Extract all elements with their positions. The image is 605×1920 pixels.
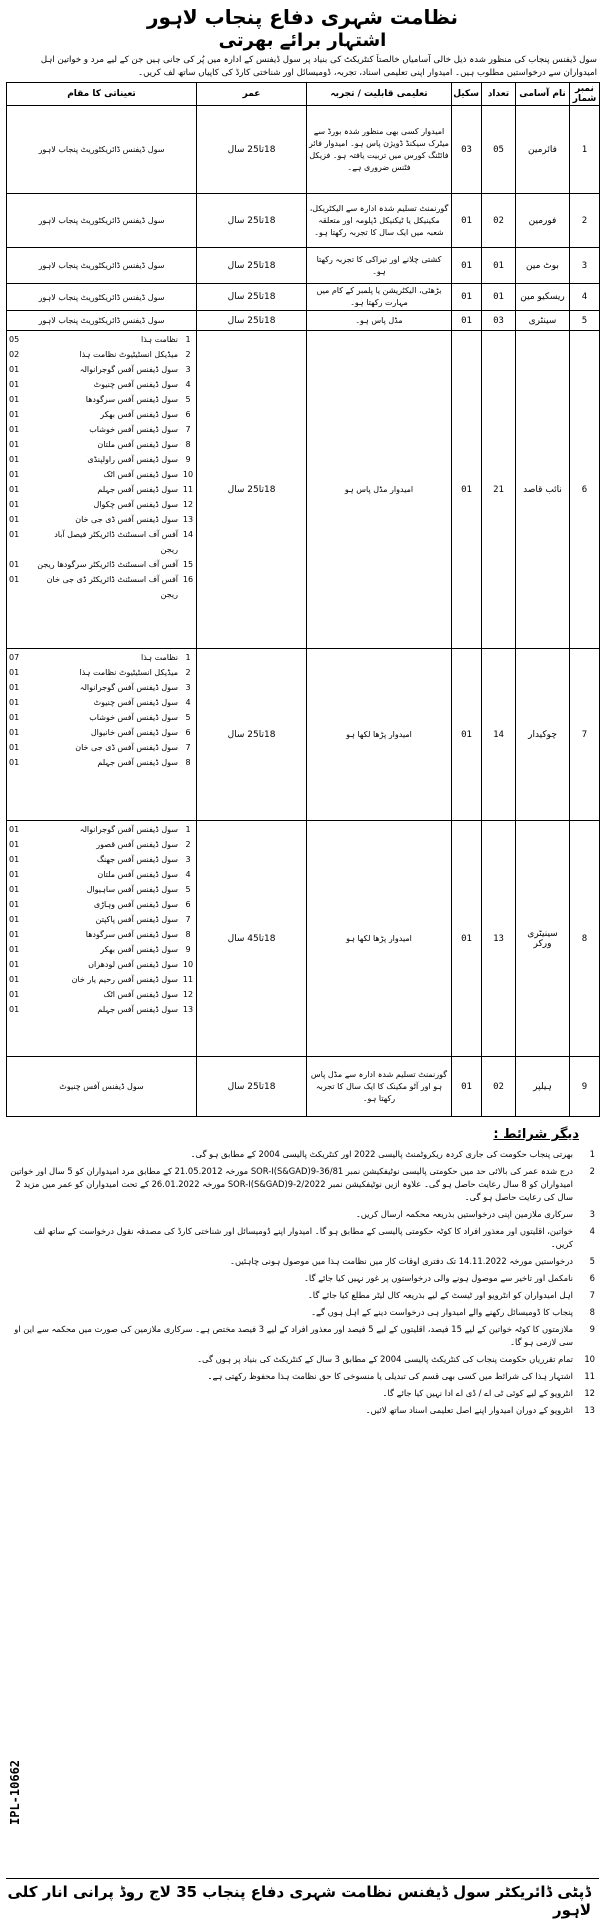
list-item [9, 897, 194, 912]
list-item [9, 377, 194, 392]
office-name: سول ڈیفنس آفس چنیوٹ [93, 698, 178, 707]
cell-age: 18تا25 سال [197, 284, 307, 311]
header-age: عمر [197, 83, 307, 106]
condition-text: انٹرویو کے لیے کوئی ٹی اے / ڈی اے ادا نہیں کیا جائے گا۔ [382, 1388, 573, 1398]
office-number: 5 [185, 395, 191, 404]
office-number: 13 [182, 515, 194, 524]
list-item [10, 1289, 595, 1302]
list-item [9, 392, 194, 407]
office-quota: 01 [9, 425, 20, 434]
office-name: سول ڈیفنس آفس اٹک [103, 990, 178, 999]
office-quota: 01 [9, 530, 20, 539]
office-quota: 02 [9, 350, 20, 359]
condition-text: ملازمتوں کا کوٹہ خواتین کے لیے 15 فیصد، اقلیتوں کے لیے 5 فیصد اور معذور افراد کے لیے 3 فیصد مختص ہے۔ سرکاری ملازمین کی صورت میں محکمہ سے این او سی لازمی ہو گا۔ [14, 1324, 573, 1347]
condition-text: پنجاب کا ڈومیسائل رکھنے والے امیدوار ہی درخواست دینے کے اہل ہوں گے۔ [311, 1307, 573, 1317]
list-item [9, 957, 194, 972]
office-quota: 01 [9, 560, 20, 569]
list-item [9, 362, 194, 377]
office-name: نظامت ہذا [140, 335, 178, 344]
office-number: 12 [182, 990, 194, 999]
list-item [9, 710, 194, 725]
office-quota: 01 [9, 975, 20, 984]
cell-post: فائرمین [516, 106, 570, 194]
office-quota: 01 [9, 470, 20, 479]
condition-number: 11 [584, 1371, 595, 1381]
cell-age: 18تا25 سال [197, 1057, 307, 1117]
office-number: 8 [185, 758, 191, 767]
cell-qualification: کشتی چلانے اور تیراکی کا تجربہ رکھتا ہو۔ [307, 248, 452, 284]
office-number: 2 [185, 840, 191, 849]
office-name: سول ڈیفنس آفس بھکر [100, 945, 178, 954]
office-name: سول ڈیفنس آفس ڈی جی خان [75, 743, 178, 752]
office-number: 6 [185, 410, 191, 419]
header-place: تعیناتی کا مقام [7, 83, 197, 106]
office-quota: 01 [9, 960, 20, 969]
office-number: 2 [185, 350, 191, 359]
cell-count: 05 [482, 106, 516, 194]
office-quota: 01 [9, 840, 20, 849]
cell-qualification: امیدوار کسی بھی منظور شدہ بورڈ سے میٹرک سیکنڈ ڈویژن پاس ہو۔ امیدوار فائر فائٹنگ کورس میں تربیت یافتہ ہو۔ فزیکل فٹنس ضروری ہے۔ [307, 106, 452, 194]
office-number: 11 [182, 975, 194, 984]
cell-place [7, 649, 197, 821]
list-item [9, 1002, 194, 1017]
office-name: سول ڈیفنس آفس گوجرانوالہ [79, 825, 178, 834]
list-item [10, 1323, 595, 1349]
office-list [9, 332, 194, 602]
header-post: نام آسامی [516, 83, 570, 106]
cell-age: 18تا25 سال [197, 248, 307, 284]
condition-text: اشتہار ہذا کی شرائط میں کسی بھی قسم کی تبدیلی یا منسوخی کا حق نظامت ہذا محفوظ رکھتی ہے۔ [207, 1371, 573, 1381]
office-list [9, 822, 194, 1017]
list-item [10, 1306, 595, 1319]
condition-text: بھرتی پنجاب حکومت کی جاری کردہ ریکروٹمنٹ پالیسی 2022 اور کنٹریکٹ پالیسی 2004 کے مطابق ہو گی۔ [190, 1149, 573, 1159]
office-number: 7 [185, 425, 191, 434]
office-quota: 01 [9, 410, 20, 419]
office-name: میڈیکل انسٹیٹیوٹ نظامت ہذا [79, 350, 178, 359]
office-name: سول ڈیفنس آفس رحیم یار خان [71, 975, 178, 984]
header-sr: نمبر شمار [570, 83, 600, 106]
condition-text: اہل امیدواران کو انٹرویو اور ٹیسٹ کے لیے بذریعہ کال لیٹر مطلع کیا جائے گا۔ [307, 1290, 573, 1300]
condition-text: سرکاری ملازمین اپنی درخواستیں بذریعہ محکمہ ارسال کریں۔ [355, 1209, 573, 1219]
office-number: 4 [185, 698, 191, 707]
list-item [9, 912, 194, 927]
office-number: 16 [182, 575, 194, 584]
office-number: 1 [185, 335, 191, 344]
office-quota: 01 [9, 440, 20, 449]
cell-scale: 01 [452, 248, 482, 284]
office-number: 3 [185, 855, 191, 864]
list-item [9, 557, 194, 572]
list-item [9, 527, 194, 557]
condition-text: درج شدہ عمر کی بالائی حد میں حکومتی پالیسی نوٹیفکیشن نمبر SOR-I(S&GAD)9-36/81 مورخہ 21.05.2012 کے مطابق مرد امیدواران کو 5 سال اور خواتین امیدواران کو 8 سال رعایت حاصل ہو گی۔ علاوہ ازیں نوٹیفکیشن نمبر SOR-I(S&GAD)9-2/2022 مورخہ 26.01.2022 کے تحت امیدواران کو عمر میں مزید 2 سال کی رعایت حاصل ہو گی۔ [10, 1166, 573, 1202]
cell-place: سول ڈیفنس ڈائریکٹوریٹ پنجاب لاہور [7, 284, 197, 311]
table-row [7, 194, 600, 248]
list-item [9, 512, 194, 527]
office-name: سول ڈیفنس آفس پاکپتن [95, 915, 178, 924]
ipl-code: IPL-10662 [8, 1759, 22, 1825]
cell-age: 18تا25 سال [197, 194, 307, 248]
cell-scale: 01 [452, 284, 482, 311]
office-quota: 01 [9, 915, 20, 924]
table-row [7, 821, 600, 1057]
condition-text: تمام تقرریاں حکومت پنجاب کی کنٹریکٹ پالیسی 2004 کے مطابق 3 سال کے کنٹریکٹ کی بنیاد پر ہوں گی۔ [197, 1354, 573, 1364]
office-quota: 01 [9, 870, 20, 879]
list-item [10, 1225, 595, 1251]
office-number: 9 [185, 455, 191, 464]
cell-qualification: گورنمنٹ تسلیم شدہ ادارہ سے مڈل پاس ہو اور آٹو مکینک کا ایک سال کا تجربہ رکھتا ہو۔ [307, 1057, 452, 1117]
cell-sr: 9 [570, 1057, 600, 1117]
list-item [9, 452, 194, 467]
list-item [9, 650, 194, 665]
office-name: سول ڈیفنس آفس اٹک [103, 470, 178, 479]
condition-number: 4 [589, 1226, 595, 1236]
office-quota: 01 [9, 930, 20, 939]
cell-post: نائب قاصد [516, 331, 570, 649]
office-quota: 01 [9, 713, 20, 722]
office-name: سول ڈیفنس آفس گوجرانوالہ [79, 683, 178, 692]
cell-age: 18تا25 سال [197, 106, 307, 194]
cell-post: بوٹ مین [516, 248, 570, 284]
condition-number: 10 [584, 1354, 595, 1364]
office-number: 13 [182, 1005, 194, 1014]
condition-text: انٹرویو کے دوران امیدوار اپنے اصل تعلیمی اسناد ساتھ لائیں۔ [365, 1405, 573, 1415]
list-item [9, 755, 194, 770]
office-name: سول ڈیفنس آفس لودھراں [88, 960, 178, 969]
cell-count: 13 [482, 821, 516, 1057]
conditions-list [6, 1148, 599, 1417]
list-item [9, 665, 194, 680]
condition-text: درخواستیں مورخہ 14.11.2022 تک دفتری اوقات کار میں نظامت ہذا میں موصول ہونی چاہئیں۔ [230, 1256, 573, 1266]
office-name: سول ڈیفنس آفس جہلم [97, 758, 178, 767]
cell-scale: 01 [452, 1057, 482, 1117]
office-name: سول ڈیفنس آفس چنیوٹ [93, 380, 178, 389]
office-number: 1 [185, 653, 191, 662]
office-number: 5 [185, 885, 191, 894]
office-name: سول ڈیفنس آفس وہاڑی [93, 900, 178, 909]
office-number: 1 [185, 825, 191, 834]
list-item [9, 837, 194, 852]
condition-number: 6 [589, 1273, 595, 1283]
office-quota: 01 [9, 855, 20, 864]
office-quota: 01 [9, 945, 20, 954]
office-name: سول ڈیفنس آفس چکوال [93, 500, 178, 509]
cell-count: 01 [482, 284, 516, 311]
list-item [9, 572, 194, 602]
office-quota: 01 [9, 743, 20, 752]
list-item [9, 347, 194, 362]
cell-post: ہیلپر [516, 1057, 570, 1117]
office-number: 8 [185, 440, 191, 449]
cell-place: سول ڈیفنس ڈائریکٹوریٹ پنجاب لاہور [7, 194, 197, 248]
office-name: آفس آف اسسٹنٹ ڈائریکٹر فیصل آباد ریجن [54, 530, 178, 554]
office-name: سول ڈیفنس آفس جھنگ [96, 855, 178, 864]
office-number: 7 [185, 743, 191, 752]
table-header-row [7, 83, 600, 106]
cell-sr: 2 [570, 194, 600, 248]
list-item [10, 1387, 595, 1400]
cell-post: سینیٹری ورکر [516, 821, 570, 1057]
office-name: میڈیکل انسٹیٹیوٹ نظامت ہذا [79, 668, 178, 677]
list-item [10, 1148, 595, 1161]
cell-age: 18تا25 سال [197, 649, 307, 821]
office-quota: 01 [9, 380, 20, 389]
office-number: 7 [185, 915, 191, 924]
cell-scale: 01 [452, 311, 482, 331]
office-number: 12 [182, 500, 194, 509]
office-quota: 01 [9, 500, 20, 509]
list-item [10, 1370, 595, 1383]
office-name: سول ڈیفنس آفس ملتان [97, 870, 178, 879]
list-item [10, 1272, 595, 1285]
office-number: 2 [185, 668, 191, 677]
office-number: 4 [185, 380, 191, 389]
cell-count: 21 [482, 331, 516, 649]
office-name: سول ڈیفنس آفس جہلم [97, 485, 178, 494]
office-name: سول ڈیفنس آفس راولپنڈی [87, 455, 178, 464]
office-name: سول ڈیفنس آفس ملتان [97, 440, 178, 449]
header-scale: سکیل [452, 83, 482, 106]
cell-qualification: امیدوار پڑھا لکھا ہو [307, 821, 452, 1057]
office-quota: 07 [9, 653, 20, 662]
list-item [9, 680, 194, 695]
jobs-table [6, 82, 600, 1117]
cell-qualification: امیدوار پڑھا لکھا ہو [307, 649, 452, 821]
office-number: 9 [185, 945, 191, 954]
table-row [7, 248, 600, 284]
table-row [7, 649, 600, 821]
list-item [10, 1353, 595, 1366]
office-number: 5 [185, 713, 191, 722]
office-quota: 01 [9, 698, 20, 707]
list-item [9, 422, 194, 437]
cell-count: 02 [482, 194, 516, 248]
cell-qualification: مڈل پاس ہو۔ [307, 311, 452, 331]
office-quota: 01 [9, 365, 20, 374]
cell-sr: 5 [570, 311, 600, 331]
office-number: 3 [185, 365, 191, 374]
office-number: 8 [185, 930, 191, 939]
office-quota: 01 [9, 885, 20, 894]
cell-place [7, 821, 197, 1057]
cell-sr: 1 [570, 106, 600, 194]
cell-sr: 8 [570, 821, 600, 1057]
office-number: 14 [182, 530, 194, 539]
cell-scale: 01 [452, 194, 482, 248]
list-item [9, 822, 194, 837]
cell-post: چوکیدار [516, 649, 570, 821]
list-item [9, 867, 194, 882]
office-name: سول ڈیفنس آفس جہلم [97, 1005, 178, 1014]
office-quota: 01 [9, 455, 20, 464]
header-count: تعداد [482, 83, 516, 106]
office-number: 6 [185, 728, 191, 737]
cell-qualification: امیدوار مڈل پاس ہو [307, 331, 452, 649]
cell-scale: 01 [452, 649, 482, 821]
cell-count: 02 [482, 1057, 516, 1117]
page-title: نظامت شہری دفاع پنجاب لاہور [147, 5, 458, 29]
condition-number: 1 [589, 1149, 595, 1159]
cell-scale: 03 [452, 106, 482, 194]
office-quota: 01 [9, 900, 20, 909]
conditions-heading: دیگر شرائط : [493, 1127, 579, 1142]
list-item [9, 987, 194, 1002]
list-item [9, 695, 194, 710]
cell-qualification: گورنمنٹ تسلیم شدہ ادارہ سے الیکٹریکل، مکینیکل یا ٹیکنیکل ڈپلومہ اور متعلقہ شعبہ میں ایک سال کا تجربہ رکھتا ہو۔ [307, 194, 452, 248]
cell-sr: 3 [570, 248, 600, 284]
office-number: 10 [182, 470, 194, 479]
office-name: سول ڈیفنس آفس ساہیوال [86, 885, 178, 894]
office-number: 3 [185, 683, 191, 692]
office-quota: 01 [9, 395, 20, 404]
office-name: سول ڈیفنس آفس گوجرانوالہ [79, 365, 178, 374]
cell-place: سول ڈیفنس ڈائریکٹوریٹ پنجاب لاہور [7, 311, 197, 331]
condition-number: 2 [589, 1166, 595, 1176]
list-item [10, 1255, 595, 1268]
cell-post: فورمین [516, 194, 570, 248]
condition-number: 5 [589, 1256, 595, 1266]
condition-text: نامکمل اور تاخیر سے موصول ہونے والی درخواستوں پر غور نہیں کیا جائے گا۔ [304, 1273, 573, 1283]
office-name: سول ڈیفنس آفس خوشاب [89, 425, 178, 434]
office-name: سول ڈیفنس آفس بھکر [100, 410, 178, 419]
office-number: 15 [182, 560, 194, 569]
list-item [9, 332, 194, 347]
cell-post: سینٹری [516, 311, 570, 331]
cell-age: 18تا25 سال [197, 311, 307, 331]
cell-place [7, 331, 197, 649]
office-quota: 01 [9, 758, 20, 767]
office-quota: 01 [9, 485, 20, 494]
list-item [9, 437, 194, 452]
list-item [10, 1404, 595, 1417]
list-item [9, 407, 194, 422]
table-row [7, 1057, 600, 1117]
office-quota: 01 [9, 825, 20, 834]
office-name: سول ڈیفنس آفس سرگودھا [85, 395, 178, 404]
cell-place: سول ڈیفنس ڈائریکٹوریٹ پنجاب لاہور [7, 248, 197, 284]
condition-number: 3 [589, 1209, 595, 1219]
table-row [7, 106, 600, 194]
office-quota: 05 [9, 335, 20, 344]
cell-scale: 01 [452, 821, 482, 1057]
office-name: سول ڈیفنس آفس سرگودھا [85, 930, 178, 939]
condition-number: 7 [589, 1290, 595, 1300]
office-number: 6 [185, 900, 191, 909]
cell-sr: 7 [570, 649, 600, 821]
intro-text: سول ڈیفنس پنجاب کی منظور شدہ ذیل خالی آسامیاں خالصتاً کنٹریکٹ کی بنیاد پر سول ڈیفنس کے ادارہ میں پُر کی جانی ہیں جن کے لیے مرد و خواتین اہل امیدواران سے درخواستیں مطلوب ہیں۔ امیدوار اپنی تعلیمی اسناد، تجربہ، ڈومیسائل اور شناختی کارڈ کی کاپیاں ساتھ لف کریں۔ [40, 55, 597, 78]
office-name: آفس آف اسسٹنٹ ڈائریکٹر سرگودھا ریجن [37, 560, 178, 569]
table-row [7, 331, 600, 649]
cell-age: 18تا45 سال [197, 821, 307, 1057]
office-number: 10 [182, 960, 194, 969]
list-item [9, 972, 194, 987]
cell-qualification: بڑھئی، الیکٹریشن یا پلمبر کے کام میں مہارت رکھتا ہو۔ [307, 284, 452, 311]
condition-number: 8 [589, 1307, 595, 1317]
signature-line: ڈپٹی ڈائریکٹر سول ڈیفنس نظامت شہری دفاع پنجاب 35 لاج روڈ پرانی انار کلی لاہور [7, 1883, 591, 1919]
list-item [9, 740, 194, 755]
office-list [9, 650, 194, 770]
condition-number: 9 [589, 1324, 595, 1334]
footer [6, 1759, 599, 1919]
cell-count: 01 [482, 248, 516, 284]
office-number: 11 [182, 485, 194, 494]
cell-sr: 4 [570, 284, 600, 311]
list-item [9, 482, 194, 497]
cell-sr: 6 [570, 331, 600, 649]
office-quota: 01 [9, 728, 20, 737]
office-name: سول ڈیفنس آفس قصور [96, 840, 178, 849]
cell-age: 18تا25 سال [197, 331, 307, 649]
list-item [9, 467, 194, 482]
office-quota: 01 [9, 1005, 20, 1014]
list-item [9, 942, 194, 957]
page-subtitle: اشتہار برائے بھرتی [218, 30, 387, 51]
office-number: 4 [185, 870, 191, 879]
advertisement [6, 4, 599, 1421]
office-name: نظامت ہذا [140, 653, 178, 662]
cell-count: 03 [482, 311, 516, 331]
cell-place: سول ڈیفنس آفس چنیوٹ [7, 1057, 197, 1117]
office-name: سول ڈیفنس آفس ڈی جی خان [75, 515, 178, 524]
cell-post: ریسکیو مین [516, 284, 570, 311]
list-item [9, 852, 194, 867]
cell-count: 14 [482, 649, 516, 821]
condition-number: 13 [584, 1405, 595, 1415]
office-quota: 01 [9, 668, 20, 677]
cell-scale: 01 [452, 331, 482, 649]
condition-number: 12 [584, 1388, 595, 1398]
office-name: آفس آف اسسٹنٹ ڈائریکٹر ڈی جی خان ریجن [46, 575, 178, 599]
office-quota: 01 [9, 683, 20, 692]
list-item [10, 1208, 595, 1221]
list-item [9, 497, 194, 512]
list-item [9, 927, 194, 942]
list-item [10, 1165, 595, 1204]
table-row [7, 284, 600, 311]
office-quota: 01 [9, 990, 20, 999]
office-quota: 01 [9, 515, 20, 524]
header-qualification: تعلیمی قابلیت / تجربہ [307, 83, 452, 106]
list-item [9, 725, 194, 740]
office-name: سول ڈیفنس آفس خوشاب [89, 713, 178, 722]
condition-text: خواتین، اقلیتوں اور معذور افراد کا کوٹہ حکومتی پالیسی کے مطابق ہو گا۔ امیدوار اپنے ڈومیسائل اور شناختی کارڈ کی مصدقہ نقول درخواست کے ساتھ لف کریں۔ [33, 1226, 573, 1249]
table-row [7, 311, 600, 331]
cell-place: سول ڈیفنس ڈائریکٹوریٹ پنجاب لاہور [7, 106, 197, 194]
office-name: سول ڈیفنس آفس خانیوال [90, 728, 178, 737]
office-quota: 01 [9, 575, 20, 584]
list-item [9, 882, 194, 897]
